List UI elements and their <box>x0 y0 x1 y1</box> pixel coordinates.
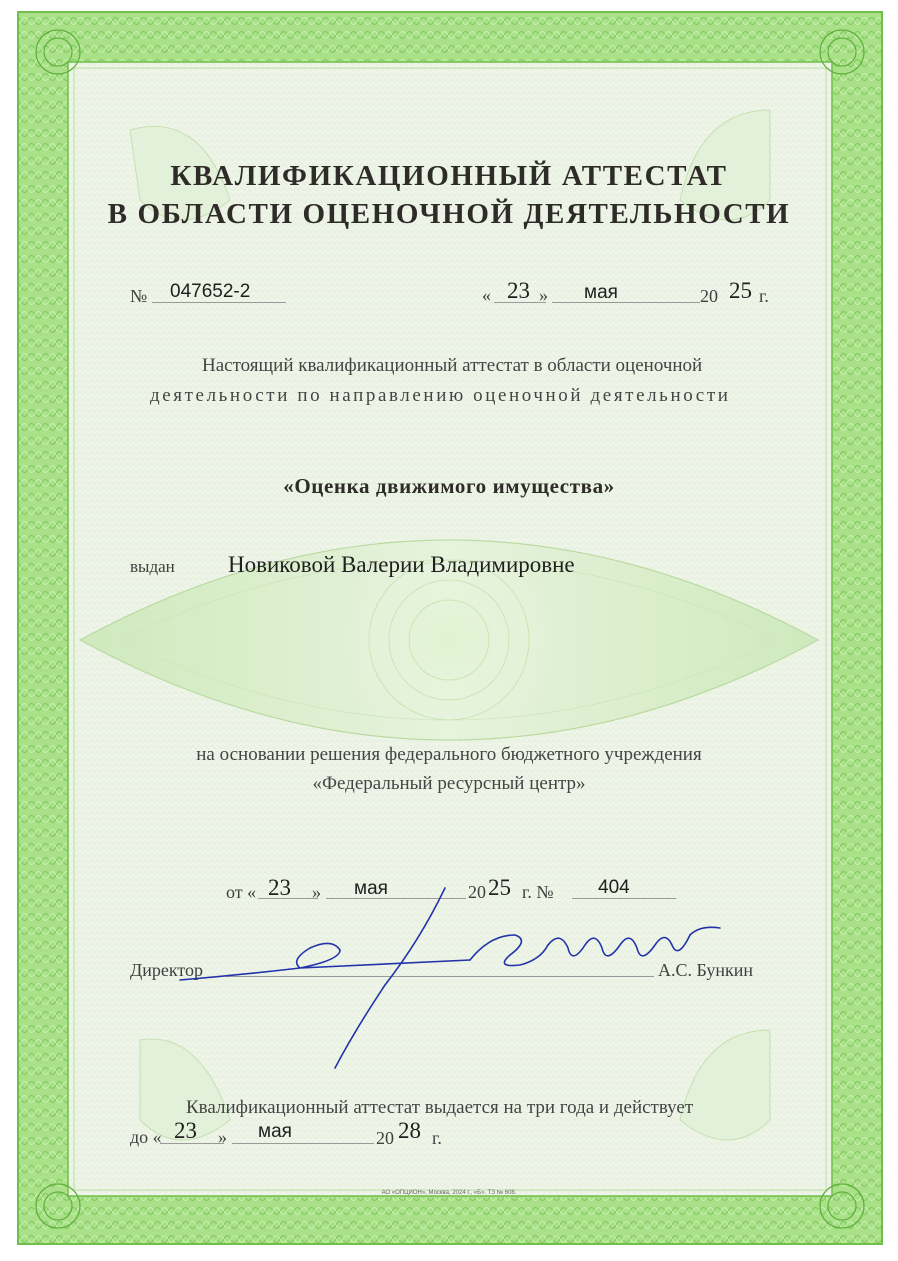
date-month-underline <box>552 302 700 303</box>
validity-month-underline <box>232 1143 374 1144</box>
basis-line-2: «Федеральный ресурсный центр» <box>312 773 586 794</box>
issued-label: выдан <box>130 557 175 576</box>
title-line-1: КВАЛИФИКАЦИОННЫЙ АТТЕСТАТ <box>170 160 728 192</box>
date-year-prefix: 20 <box>700 286 718 306</box>
certificate-number: 047652-2 <box>170 281 251 302</box>
decision-year-prefix: 20 <box>468 882 486 902</box>
printer-imprint: АО «ОПЦИОН», Москва, 2024 г., «Б». ТЗ № 608. <box>381 1190 517 1196</box>
number-label: № <box>130 286 148 306</box>
validity-year-unit: г. <box>432 1128 442 1148</box>
decision-number: 404 <box>598 877 630 898</box>
direction-title: «Оценка движимого имущества» <box>283 474 615 498</box>
date-quote-close: » <box>539 285 548 305</box>
decision-year-suffix: 25 <box>488 875 511 900</box>
decision-from-label: от « <box>226 882 257 902</box>
decision-month-underline <box>326 898 466 899</box>
validity-quote-close: » <box>218 1127 227 1147</box>
signature-underline <box>226 976 654 977</box>
date-day: 23 <box>507 278 530 303</box>
basis-line-1: на основании решения федерального бюджетного учреждения <box>196 744 702 765</box>
signatory-name: А.С. Бункин <box>658 960 754 980</box>
validity-year-suffix: 28 <box>398 1118 421 1143</box>
signatory-role: Директор <box>130 960 204 980</box>
decision-month: мая <box>354 878 388 899</box>
decision-quote-close: » <box>312 882 321 902</box>
date-year-suffix: 25 <box>729 278 752 303</box>
intro-line-1: Настоящий квалификационный аттестат в области оценочной <box>202 355 703 376</box>
date-year-unit: г. <box>759 286 769 306</box>
validity-day: 23 <box>174 1118 197 1143</box>
date-month: мая <box>584 282 618 303</box>
intro-line-2: деятельности по направлению оценочной деятельности <box>150 385 731 406</box>
date-quote-open: « <box>482 285 491 305</box>
decision-year-unit: г. № <box>522 882 554 902</box>
validity-year-prefix: 20 <box>376 1128 394 1148</box>
validity-text: Квалификационный аттестат выдается на три года и действует <box>186 1097 694 1118</box>
holder-name: Новиковой Валерии Владимировне <box>228 552 575 577</box>
validity-until-label: до « <box>130 1127 162 1147</box>
decision-day: 23 <box>268 875 291 900</box>
validity-month: мая <box>258 1121 292 1142</box>
title-line-2: В ОБЛАСТИ ОЦЕНОЧНОЙ ДЕЯТЕЛЬНОСТИ <box>107 198 791 230</box>
